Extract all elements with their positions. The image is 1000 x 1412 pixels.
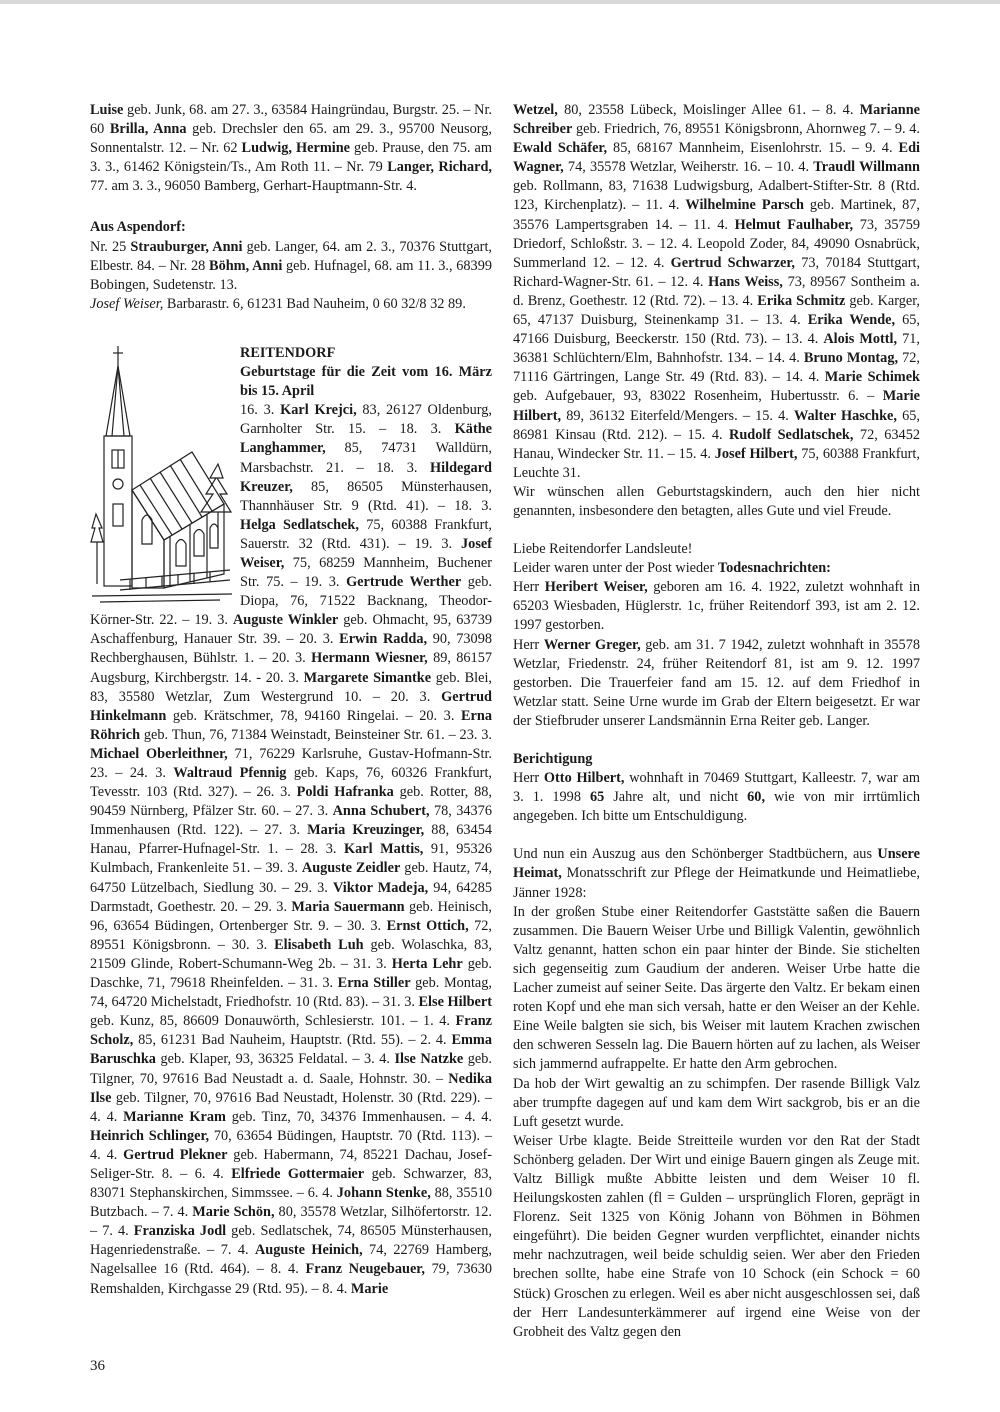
paragraph-josef-weiser xyxy=(90,295,492,314)
text-run: 85, 74731 Walldürn, Marsbachstr. 21. – 18. 3. xyxy=(240,440,492,476)
bold-name: Strauburger, Anni xyxy=(130,238,243,255)
text-run: geb. Tilgner, 70, 97616 Bad Neustadt, Holenstr. 30 (Rtd. 229). – 4. 4. xyxy=(90,1089,492,1125)
text-run: 90, 73098 Rechberghausen, Bühlstr. 1. – 20. 3. xyxy=(90,631,493,667)
text-run: 73, 70184 Stuttgart, Richard-Wagner-Str. 61. – 12. 4. xyxy=(513,254,921,290)
paragraph-death-intro xyxy=(513,559,920,578)
text-run: Nr. 25 xyxy=(90,238,131,255)
bold-name: 65 xyxy=(589,789,605,806)
text-run: Und nun ein Auszug aus den Schönberger Stadtbüchern, aus xyxy=(513,846,878,863)
text-run: geb. Junk, 68. am 27. 3., 63584 Haingründau, Burgstr. 25. – Nr. 60 xyxy=(90,102,492,138)
text-run: geb. Krätschmer, 78, 94160 Ringelai. – 20. 3. xyxy=(166,707,462,724)
text-run: geb. Hautz, 74, 64750 Lützelbach, Siedlung 30. – 29. 3. xyxy=(90,860,492,896)
text-run: geb. Karger, 65, 47137 Duisburg, Steinenkamp 31. – 13. 4. xyxy=(513,292,921,329)
paragraph-story-1: In der großen Stube einer Reitendorfer Gaststätte saßen die Bauern zusammen. Die Bauern Weiser Urbe und Billigk Valentin, gewöhnlich Valtz genannt, hatten schon ein paar hinter der Binde. Sie stichelten sich gegenseitig zum Gaudium der anderen. Weiser Urbe hatte die Lacher zumeist auf seiner Seite. Das ärgerte den Valtz. Er bekam einen roten Kopf und ehe man sich versah, hatte er den Weiser an der Kehle. Eine Weile balgten sie sich, bis Weiser mit lautem Krachen zwischen den schweren Sesseln lag. Die Bauern hörten auf zu lachen, als Weiser sich jammernd aufrappelte. Er hatte den Arm gebrochen. xyxy=(513,903,920,1073)
church-illustration xyxy=(90,344,234,606)
text-run: 72, 63452 Hanau, Windecker Str. 11. – 15. 4. xyxy=(513,426,920,462)
text-run: 88, 35510 Butzbach. – 7. 4. xyxy=(90,1185,492,1221)
text-run: Herr xyxy=(513,579,545,596)
bold-name: Marie Schimek xyxy=(824,369,921,386)
text-run: Barbarastr. 6, 61231 Bad Nauheim, 0 60 32/8 32 89. xyxy=(163,295,466,312)
text-run: 71, 36381 Schlüchtern/Elm, Bahnhofstr. 134. – 14. 4. xyxy=(513,331,920,367)
bold-name: Erika Wende, xyxy=(807,312,896,329)
bold-name: Johann Stenke, xyxy=(336,1185,431,1202)
text-run: geb. Martinek, 87, 35576 Lampertsgraben 14. – 11. 4. xyxy=(513,197,921,233)
bold-name: Brilla, Anna xyxy=(109,121,187,138)
bold-name: Hans Weiss, xyxy=(708,273,783,290)
bold-name: Karl Mattis, xyxy=(344,841,424,858)
text-run: geb. Prause, den 75. am 3. 3., 61462 Königstein/Ts., Am Roth 11. – Nr. 79 xyxy=(90,140,492,176)
text-run: geb. Langer, 64. am 2. 3., 70376 Stuttgart, Elbestr. 84. – Nr. 28 xyxy=(90,238,492,274)
top-scan-border xyxy=(0,0,1000,4)
bold-name: Erna Röhrich xyxy=(90,707,492,743)
bold-name: Marie Hilbert, xyxy=(513,388,920,424)
bold-name: Traudl Willmann xyxy=(813,159,920,176)
text-run: Herr xyxy=(513,636,544,653)
text-run: 75, 68259 Mannheim, Buchener Str. 75. – 19. 3. xyxy=(240,554,492,591)
text-run: 16. 3. xyxy=(240,402,281,419)
bold-name: Erna Stiller xyxy=(337,975,411,992)
text-run: geboren am 16. 4. 1922, zuletzt wohnhaft in 65203 Wiesbaden, Hüglerstr. 1c, früher Reitendorf 393, ist am 2. 12. 1997 gestorben. xyxy=(513,579,920,634)
text-run: 91, 95326 Kulmbach, Frankenleite 51. – 39. 3. xyxy=(90,841,493,877)
bold-name: Erwin Radda, xyxy=(339,631,428,648)
text-run: 75, 60388 Frankfurt, Leuchte 31. xyxy=(513,445,920,481)
bold-name: Franz Scholz, xyxy=(90,1013,492,1049)
text-run: geb. Tinz, 70, 34376 Immenhausen. – 4. 4. xyxy=(225,1108,492,1125)
paragraph-death-weiser xyxy=(513,578,920,635)
text-run: 77. am 3. 3., 96050 Bamberg, Gerhart-Hauptmann-Str. 4. xyxy=(90,178,417,195)
bold-name: Heinrich Schlinger, xyxy=(90,1127,210,1144)
text-run: geb. Rollmann, 83, 71638 Ludwigsburg, Adalbert-Stifter-Str. 8 (Rtd. 123, Kirchenplatz). – 11. 4. xyxy=(513,178,920,214)
text-run: 83, 26127 Oldenburg, Garnholter Str. 15. – 18. 3. xyxy=(240,402,492,438)
bold-name: Waltraud Pfennig xyxy=(173,765,287,781)
text-run: geb. Ohmacht, 95, 63739 Aschaffenburg, Hanauer Str. 39. – 20. 3. xyxy=(90,612,492,648)
text-run: geb. Schwarzer, 83, 83071 Stephanskirchen, Simmssee. – 6. 4. xyxy=(90,1165,492,1202)
bold-name: Wilhelmine Parsch xyxy=(685,197,804,214)
paragraph-story-3: Weiser Urbe klagte. Beide Streitteile wurden vor den Rat der Stadt Schönberg geladen. Der Wirt und einige Bauern gingen als Zeuge mit. Valtz Billigk mußte Abbitte leisten und dem Weiser 10 fl. Heilungskosten zahlen (fl = Gulden – ursprünglich Floren, geprägt in Florenz. Seit 1325 von König Johann von Böhmen in Böhmen eingeführt). Die beiden Gegner wurden verpflichtet, einander nichts mehr nachzutragen, weil beide schuldig seien. Wer aber den Frieden brechen sollte, habe eine Strafe von 10 Schock (ein Schock = 60 Stück) Groschen zu erlegen. Weil es aber nicht ausgeschlossen sei, daß der Herr Landesunterkämmerer auf irgend eine Weise von der Grobheit des Valtz gegen den xyxy=(513,1132,920,1340)
text-run: geb. Tilgner, 70, 97616 Bad Neustadt a. d. Saale, Hohnstr. 30. – xyxy=(90,1051,492,1087)
text-run: geb. Heinisch, 96, 63654 Büdingen, Ortenberger Str. 9. – 30. 3. xyxy=(90,898,493,934)
bold-name: Ernst Ottich, xyxy=(386,917,469,934)
text-run: 72, 89551 Königsbronn. – 30. 3. xyxy=(90,917,492,953)
right-column xyxy=(513,101,920,1342)
bold-name: Erika Schmitz xyxy=(757,292,846,309)
bold-name: Auguste Zeidler xyxy=(301,860,401,877)
bold-name: Margarete Simantke xyxy=(303,669,432,686)
bold-name: Viktor Madeja, xyxy=(332,879,429,896)
bold-name: Unsere Heimat, xyxy=(513,846,920,882)
bold-name: Auguste Winkler xyxy=(232,612,339,629)
bold-name: Gertrud Hinkelmann xyxy=(90,688,492,724)
bold-name: Walter Haschke, xyxy=(794,407,897,424)
paragraph-greeting: Liebe Reitendorfer Landsleute! xyxy=(513,541,693,558)
bold-name: Marianne Kram xyxy=(123,1108,226,1125)
text-run: geb. Habermann, 74, 85221 Dachau, Josef-Seliger-Str. 8. – 6. 4. xyxy=(90,1146,492,1182)
bold-name: 60, xyxy=(747,789,766,806)
bold-name: Poldi Hafranka xyxy=(296,784,394,801)
heading-birthdays: Geburtstage für die Zeit vom 16. März bis 15. April xyxy=(240,364,492,400)
church-drawing xyxy=(90,344,234,606)
bold-name: Josef Hilbert, xyxy=(714,445,798,462)
text-run: geb. Montag, 74, 64720 Michelstadt, Friedhofstr. 10 (Rtd. 83). – 31. 3. xyxy=(90,975,492,1011)
bold-name: Marie Schön, xyxy=(192,1204,275,1221)
paragraph-wishes: Wir wünschen allen Geburtstagskindern, auch den hier nicht genannten, insbesondere den betagten, alles Gute und viel Freude. xyxy=(513,483,920,519)
bold-name: Käthe Langhammer, xyxy=(240,421,492,457)
paragraph-excerpt-intro xyxy=(513,845,920,902)
text-run: geb. Hufnagel, 68. am 11. 3., 68399 Bobingen, Sudetenstr. 13. xyxy=(90,257,492,293)
text-run: 85, 68167 Mannheim, Eisenlohrstr. 15. – 9. 4. xyxy=(607,140,899,157)
bold-name: Helmut Faulhaber, xyxy=(734,216,854,233)
heading-correction: Berichtigung xyxy=(513,751,593,767)
section-title-reitendorf: REITENDORF xyxy=(240,344,336,361)
text-run: geb. Drechsler den 65. am 29. 3., 95700 Neusorg, Sonnentalstr. 12. – Nr. 62 xyxy=(90,121,492,157)
text-run: 85, 86505 Münsterhausen, Thannhäuser Str. 9 (Rtd. 41). – 18. 3. xyxy=(240,478,492,514)
bold-name: Ludwig, Hermine xyxy=(241,140,351,157)
bold-name: Helga Sedlatschek, xyxy=(240,516,359,533)
text-run: Monatsschrift zur Pflege der Heimatkunde und Heimatliebe, Jänner 1928: xyxy=(513,865,920,901)
text-run: 65, 47166 Duisburg, Beeckerstr. 150 (Rtd. 73). – 13. 4. xyxy=(513,312,920,348)
text-run: Jahre alt, und nicht xyxy=(604,789,748,806)
bold-name: Franziska Jodl xyxy=(133,1223,227,1240)
bold-name: Ilse Natzke xyxy=(394,1051,464,1068)
bold-name: Karl Krejci, xyxy=(280,402,357,419)
bold-name: Alois Mottl, xyxy=(823,331,898,348)
text-run: geb. Kaps, 76, 60326 Frankfurt, Tevesstr. 103 (Rtd. 327). – 26. 3. xyxy=(90,765,492,801)
bold-name: Nedika Ilse xyxy=(90,1070,492,1106)
bold-name: Marie xyxy=(350,1280,389,1297)
text-run: geb. am 31. 7 1942, zuletzt wohnhaft in 35578 Wetzlar, Friedenstr. 24, früher Reitendorf 81, ist am 9. 12. 1997 gestorben. Die Trauerfeier fand am 15. 12. auf dem Friedhof in Wetzlar statt. Seine Urne wurde im Grab der Eltern beigesetzt. Er war der Stiefbruder unserer Landsmännin Erna Reiter geb. Langer. xyxy=(513,636,920,729)
bold-name: Luise xyxy=(90,102,124,118)
bold-name: Rudolf Sedlatschek, xyxy=(729,426,854,443)
text-run: 94, 64285 Darmstadt, Goethestr. 20. – 29. 3. xyxy=(90,879,492,915)
text-run: 89, 36132 Eiterfeld/Mengers. – 15. 4. xyxy=(561,407,794,424)
text-run: geb. Klaper, 93, 36325 Feldatal. – 3. 4. xyxy=(155,1051,395,1068)
bold-name: Otto Hilbert, xyxy=(543,770,625,787)
text-run: Herr xyxy=(513,770,544,787)
bold-name: Else Hilbert xyxy=(418,994,492,1011)
text-run: 70, 63654 Büdingen, Hauptstr. 70 (Rtd. 113). – 4. 4. xyxy=(90,1127,492,1163)
text-run: geb. Wolaschka, 83, 21509 Glinde, Robert-Schumann-Weg 2b. – 31. 3. xyxy=(90,936,492,972)
text-run: Leider waren unter der Post wieder xyxy=(513,560,718,577)
bold-name: Emma Baruschka xyxy=(90,1032,492,1068)
text-run: geb. Daschke, 71, 79618 Rheinfelden. – 31. 3. xyxy=(90,955,492,992)
bold-name: Gertrude Werther xyxy=(346,574,462,591)
text-run: geb. Thun, 76, 71384 Weinstadt, Beinsteiner Str. 61. – 23. 3. xyxy=(140,726,492,743)
text-run: 73, 89567 Sontheim a. d. Brenz, Goethestr. 12 (Rtd. 72). – 13. 4. xyxy=(513,273,920,309)
paragraph-luise xyxy=(90,101,492,196)
bold-name: Langer, Richard, xyxy=(387,159,492,176)
bold-name: Franz Neugebauer, xyxy=(305,1261,425,1278)
bold-name: Hermann Wiesner, xyxy=(311,650,428,667)
bold-name: Bruno Montag, xyxy=(803,350,899,367)
bold-name: Werner Greger, xyxy=(543,636,641,653)
bold-name: Edi Wagner, xyxy=(513,140,920,176)
text-run: 88, 63454 Hanau, Pfarrer-Hufnagel-Str. 1. – 28. 3. xyxy=(90,822,492,858)
text-run: 72, 71116 Gärtringen, Lange Str. 49 (Rtd. 83). – 14. 4. xyxy=(513,350,920,386)
paragraph-correction xyxy=(513,769,920,826)
bold-name: Gertrud Schwarzer, xyxy=(670,254,796,271)
text-run: 78, 34376 Immenhausen (Rtd. 122). – 27. 3. xyxy=(90,803,492,839)
bold-name: Maria Kreuzinger, xyxy=(307,822,425,839)
paragraph-aspendorf xyxy=(90,238,492,295)
text-run: 73, 35759 Driedorf, Schloßstr. 3. – 12. 4. Leopold Zoder, 84, 49090 Osnabrück, Summerland 12. – 12. 4. xyxy=(513,216,920,271)
text-run: 80, 23558 Lübeck, Moislinger Allee 61. – 8. 4. xyxy=(557,102,860,118)
text-run: geb. Blei, 83, 35580 Wetzlar, Zum Westergrund 10. – 20. 3. xyxy=(90,669,492,705)
bold-name: Anna Schubert, xyxy=(332,803,430,820)
bold-name: Michael Oberleithner, xyxy=(90,745,228,762)
italic-name: Josef Weiser, xyxy=(90,295,164,312)
bold-name: Auguste Heinich, xyxy=(254,1242,363,1259)
text-run: geb. Diopa, 76, 71522 Backnang, Theodor-Körner-Str. 22. – 19. 3. xyxy=(90,574,492,629)
bold-name: Hildegard Kreuzer, xyxy=(240,459,492,495)
bold-name: Heribert Weiser, xyxy=(544,579,648,596)
bold-name: Gertrud Plekner xyxy=(123,1146,228,1163)
text-run: geb. Sedlatschek, 74, 86505 Münsterhausen, Hagenriedenstraße. – 7. 4. xyxy=(90,1223,492,1259)
text-run: 65, 86981 Kinsau (Rtd. 212). – 15. 4. xyxy=(513,407,920,443)
bold-name: Wetzel, xyxy=(513,102,558,118)
text-run: geb. Rotter, 88, 90459 Nürnberg, Pfälzer Str. 60. – 27. 3. xyxy=(90,784,492,820)
bold-name: Böhm, Anni xyxy=(209,257,283,274)
text-run: 89, 86157 Augsburg, Kirchbergstr. 14. - 20. 3. xyxy=(90,650,493,686)
heading-aspendorf: Aus Aspendorf: xyxy=(90,219,186,236)
text-run: 80, 35578 Wetzlar, Silhöfertorstr. 12. – 7. 4. xyxy=(90,1204,492,1240)
bold-name: Elisabeth Luh xyxy=(274,936,364,953)
bold-name: Ewald Schäfer, xyxy=(513,140,608,157)
left-column xyxy=(90,101,492,1299)
bold-name: Maria Sauermann xyxy=(291,898,405,915)
bold-name: Herta Lehr xyxy=(391,955,463,972)
page-number: 36 xyxy=(90,1358,105,1374)
paragraph-birthdays-continued xyxy=(513,101,920,483)
paragraph-death-greger xyxy=(513,636,920,731)
text-run: 74, 35578 Wetzlar, Weiherstr. 16. – 10. 4. xyxy=(563,159,814,176)
text-run: 75, 60388 Frankfurt, Sauerstr. 32 (Rtd. 431). – 19. 3. xyxy=(240,516,492,552)
text-run: wohnhaft in 70469 Stuttgart, Kalleestr. 7, war am 3. 1. 1998 xyxy=(513,770,920,806)
text-run: 85, 61231 Bad Nauheim, Hauptstr. (Rtd. 55). – 2. 4. xyxy=(133,1032,452,1049)
paragraph-story-2: Da hob der Wirt gewaltig an zu schimpfen. Der rasende Billigk Valz aber trumpfte dagegen auf und kam dem Wirt sackgrob, bis er an die Luft gesetzt wurde. xyxy=(513,1075,920,1130)
bold-name: Elfriede Gottermaier xyxy=(231,1165,365,1182)
text-run: 71, 76229 Karlsruhe, Gustav-Hofmann-Str. 23. – 24. 3. xyxy=(90,745,492,781)
text-run: geb. Kunz, 85, 86609 Donauwörth, Schlesierstr. 101. – 1. 4. xyxy=(90,1013,456,1030)
bold-name: Josef Weiser, xyxy=(240,535,492,571)
text-run: geb. Friedrich, 76, 89551 Königsbronn, Ahornweg 7. – 9. 4. xyxy=(572,121,920,138)
text-run: 79, 73630 Remshalden, Kirchgasse 29 (Rtd. 95). – 8. 4. xyxy=(90,1261,492,1297)
text-run: geb. Aufgebauer, 93, 83022 Rosenheim, Hubertusstr. 6. – xyxy=(513,388,883,405)
bold-name: Todesnachrichten: xyxy=(717,560,831,577)
bold-name: Marianne Schreiber xyxy=(513,102,920,138)
text-run: wie von mir irrtümlich angegeben. Ich bitte um Entschuldigung. xyxy=(513,789,920,825)
text-run: 74, 22769 Hamberg, Nagelsallee 16 (Rtd. 464). – 8. 4. xyxy=(90,1242,492,1278)
